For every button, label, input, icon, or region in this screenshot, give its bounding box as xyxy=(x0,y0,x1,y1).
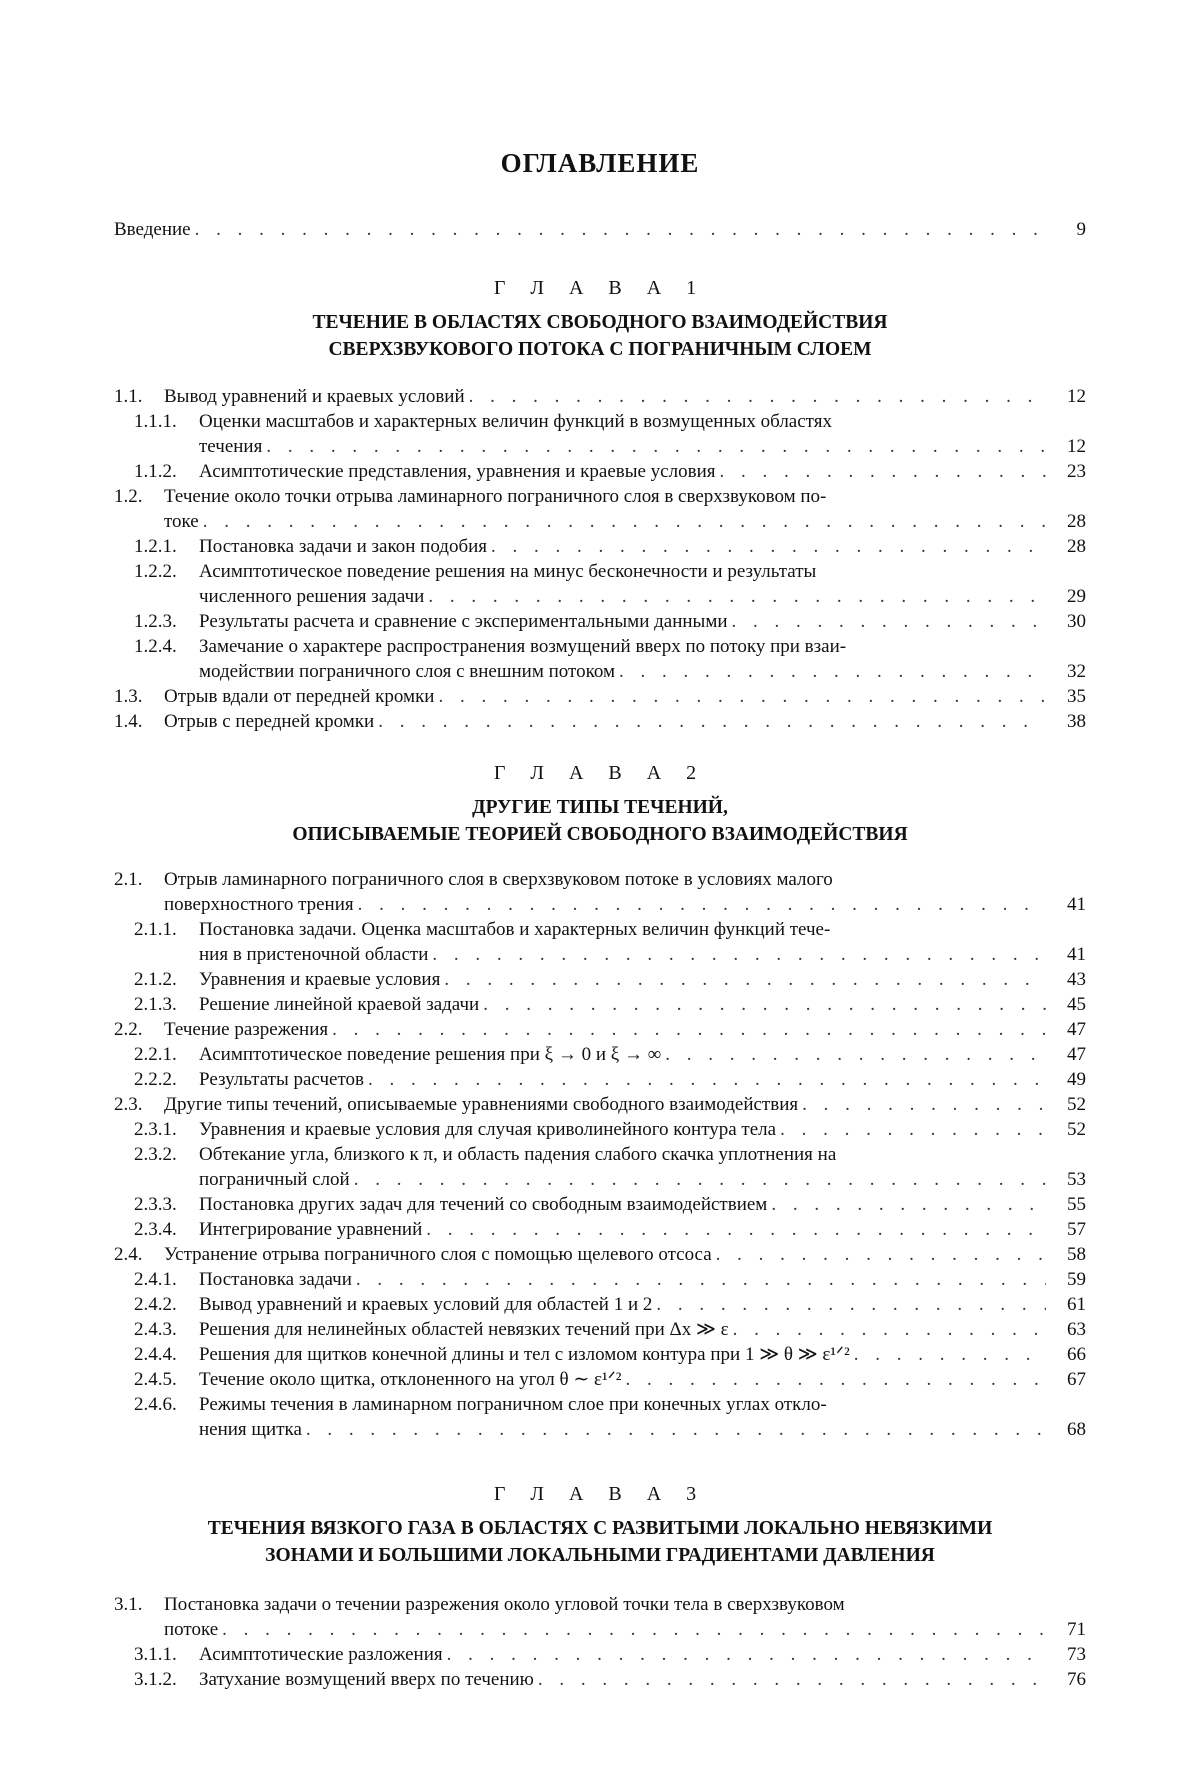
entry-number: 3.1.2. xyxy=(134,1669,177,1690)
entry-number: 2.4.2. xyxy=(134,1294,177,1315)
toc-entry xyxy=(0,1217,1200,1242)
entry-number: 2.4.4. xyxy=(134,1344,177,1365)
entry-title: Режимы течения в ламинарном пограничном слое при конечных углах откло- xyxy=(199,1394,827,1415)
leader-dots xyxy=(356,1267,1046,1292)
toc-entry xyxy=(0,917,1200,967)
entry-title: Результаты расчета и сравнение с экспериментальными данными xyxy=(199,611,728,632)
entry-page: 52 xyxy=(1067,1119,1086,1140)
leader-dots xyxy=(358,892,1046,917)
entry-title: Асимптотическое поведение решения на минус бесконечности и результаты xyxy=(199,561,817,582)
leader-dots xyxy=(266,434,1046,459)
entry-number: 2.4.6. xyxy=(134,1394,177,1415)
entry-title: Постановка задачи о течении разрежения около угловой точки тела в сверхзвуковом xyxy=(164,1594,845,1615)
toc-entry xyxy=(0,1592,1200,1642)
entry-number: 1.3. xyxy=(114,686,143,707)
entry-page: 29 xyxy=(1067,586,1086,607)
toc-entry xyxy=(0,1642,1200,1667)
entry-page: 59 xyxy=(1067,1269,1086,1290)
leader-dots xyxy=(469,384,1046,409)
entry-number: 3.1.1. xyxy=(134,1644,177,1665)
toc-entry xyxy=(0,1367,1200,1392)
toc-entry xyxy=(0,459,1200,484)
leader-dots xyxy=(368,1067,1046,1092)
entry-page: 38 xyxy=(1067,711,1086,732)
entry-title: течения xyxy=(199,436,263,457)
entry-number: 2.1.3. xyxy=(134,994,177,1015)
leader-dots xyxy=(716,1242,1046,1267)
toc-entry xyxy=(0,992,1200,1017)
entry-title: Другие типы течений, описываемые уравнениями свободного взаимодействия xyxy=(164,1094,799,1115)
chapter-title-line: ТЕЧЕНИЕ В ОБЛАСТЯХ СВОБОДНОГО ВЗАИМОДЕЙСТВИЯ xyxy=(312,312,888,333)
entry-title: токе xyxy=(164,511,199,532)
chapter-1-heading xyxy=(0,276,1200,363)
toc-entry xyxy=(0,1192,1200,1217)
leader-dots xyxy=(432,942,1046,967)
entry-title: Течение разрежения xyxy=(164,1019,329,1040)
entry-title: Отрыв ламинарного пограничного слоя в сверхзвуковом потоке в условиях малого xyxy=(164,869,833,890)
toc-entry xyxy=(0,967,1200,992)
entry-title: Асимптотические разложения xyxy=(199,1644,443,1665)
entry-title: Отрыв вдали от передней кромки xyxy=(164,686,435,707)
entry-page: 52 xyxy=(1067,1094,1086,1115)
entry-page: 76 xyxy=(1067,1669,1086,1690)
entry-number: 1.1. xyxy=(114,386,143,407)
toc-entry xyxy=(0,1292,1200,1317)
entry-title: Решение линейной краевой задачи xyxy=(199,994,480,1015)
leader-dots xyxy=(854,1342,1046,1367)
entry-title: Оценки масштабов и характерных величин функций в возмущенных областях xyxy=(199,411,832,432)
chapter-2-entries xyxy=(0,867,1200,1442)
entry-title: Вывод уравнений и краевых условий для областей 1 и 2 xyxy=(199,1294,653,1315)
entry-title: Постановка других задач для течений со свободным взаимодействием xyxy=(199,1194,768,1215)
entry-page: 66 xyxy=(1067,1344,1086,1365)
toc-entry xyxy=(0,534,1200,559)
leader-dots xyxy=(195,217,1046,242)
chapter-label: Г Л А В А 3 xyxy=(493,1483,707,1505)
entry-title: Обтекание угла, близкого к π, и область падения слабого скачка уплотнения на xyxy=(199,1144,837,1165)
entry-page: 58 xyxy=(1067,1244,1086,1265)
toc-entry xyxy=(0,1142,1200,1192)
chapter-title-line: ДРУГИЕ ТИПЫ ТЕЧЕНИЙ, xyxy=(472,797,728,818)
entry-number: 1.1.1. xyxy=(134,411,177,432)
entry-number: 2.3.4. xyxy=(134,1219,177,1240)
entry-number: 1.2.3. xyxy=(134,611,177,632)
leader-dots xyxy=(719,459,1046,484)
entry-page: 68 xyxy=(1067,1419,1086,1440)
entry-number: 2.4.3. xyxy=(134,1319,177,1340)
toc-entry xyxy=(0,1017,1200,1042)
entry-title: нения щитка xyxy=(199,1419,302,1440)
entry-title: Отрыв с передней кромки xyxy=(164,711,375,732)
entry-number: 1.4. xyxy=(114,711,143,732)
entry-page: 71 xyxy=(1067,1619,1086,1640)
toc-entry xyxy=(0,1242,1200,1267)
toc-entry xyxy=(0,1667,1200,1692)
toc-entry xyxy=(0,409,1200,459)
entry-title: модействии пограничного слоя с внешним потоком xyxy=(199,661,615,682)
entry-number: 2.2.1. xyxy=(134,1044,177,1065)
entry-number: 2.1. xyxy=(114,869,143,890)
entry-page: 55 xyxy=(1067,1194,1086,1215)
chapter-title-line: ЗОНАМИ И БОЛЬШИМИ ЛОКАЛЬНЫМИ ГРАДИЕНТАМИ ДАВЛЕНИЯ xyxy=(265,1545,935,1566)
leader-dots xyxy=(625,1367,1046,1392)
toc-entry xyxy=(0,384,1200,409)
entry-title: потоке xyxy=(164,1619,219,1640)
leader-dots xyxy=(733,1317,1046,1342)
chapter-title xyxy=(0,1515,1200,1569)
entry-page: 45 xyxy=(1067,994,1086,1015)
entry-page: 67 xyxy=(1067,1369,1086,1390)
entry-title: ния в пристеночной области xyxy=(199,944,429,965)
leader-dots xyxy=(428,584,1046,609)
leader-dots xyxy=(426,1217,1046,1242)
chapter-label: Г Л А В А 2 xyxy=(493,762,707,784)
entry-title: Течение около точки отрыва ламинарного пограничного слоя в сверхзвуковом по- xyxy=(164,486,827,507)
entry-page: 57 xyxy=(1067,1219,1086,1240)
entry-number: 1.2. xyxy=(114,486,143,507)
entry-number: 1.2.2. xyxy=(134,561,177,582)
entry-title: Решения для щитков конечной длины и тел с изломом контура при 1 ≫ θ ≫ ε¹ᐟ² xyxy=(199,1344,850,1365)
entry-title: Результаты расчетов xyxy=(199,1069,364,1090)
entry-page: 30 xyxy=(1067,611,1086,632)
entry-page: 28 xyxy=(1067,536,1086,557)
entry-page: 41 xyxy=(1067,944,1086,965)
entry-page: 23 xyxy=(1067,461,1086,482)
entry-title: Решения для нелинейных областей невязких течений при Δx ≫ ε xyxy=(199,1319,729,1340)
chapter-3-heading xyxy=(0,1482,1200,1569)
leader-dots xyxy=(447,1642,1046,1667)
entry-title: Асимптотические представления, уравнения и краевые условия xyxy=(199,461,716,482)
leader-dots xyxy=(222,1617,1046,1642)
entry-number: 2.3.2. xyxy=(134,1144,177,1165)
chapter-title xyxy=(0,309,1200,363)
leader-dots xyxy=(538,1667,1046,1692)
entry-title: Вывод уравнений и краевых условий xyxy=(164,386,465,407)
leader-dots xyxy=(378,709,1046,734)
entry-page: 53 xyxy=(1067,1169,1086,1190)
leader-dots xyxy=(483,992,1046,1017)
leader-dots xyxy=(656,1292,1046,1317)
leader-dots xyxy=(665,1042,1046,1067)
chapter-title xyxy=(0,794,1200,848)
entry-number: 2.1.1. xyxy=(134,919,177,940)
leader-dots xyxy=(332,1017,1046,1042)
toc-entry xyxy=(0,609,1200,634)
toc-entry xyxy=(0,559,1200,609)
leader-dots xyxy=(306,1417,1046,1442)
entry-title: Интегрирование уравнений xyxy=(199,1219,423,1240)
leader-dots xyxy=(732,609,1046,634)
entry-title: Постановка задачи и закон подобия xyxy=(199,536,488,557)
entry-title: Затухание возмущений вверх по течению xyxy=(199,1669,534,1690)
leader-dots xyxy=(438,684,1046,709)
toc-entry xyxy=(0,634,1200,684)
entry-title: поверхностного трения xyxy=(164,894,354,915)
leader-dots xyxy=(619,659,1046,684)
entry-title: Устранение отрыва пограничного слоя с помощью щелевого отсоса xyxy=(164,1244,712,1265)
chapter-title-line: ОПИСЫВАЕМЫЕ ТЕОРИЕЙ СВОБОДНОГО ВЗАИМОДЕЙСТВИЯ xyxy=(292,824,908,845)
chapter-label: Г Л А В А 1 xyxy=(493,277,707,299)
toc-entry xyxy=(0,484,1200,534)
entry-page: 49 xyxy=(1067,1069,1086,1090)
chapter-3-entries xyxy=(0,1592,1200,1692)
leader-dots xyxy=(771,1192,1046,1217)
leader-dots xyxy=(491,534,1046,559)
leader-dots xyxy=(780,1117,1046,1142)
toc-entry xyxy=(0,1117,1200,1142)
entry-title: численного решения задачи xyxy=(199,586,425,607)
entry-page: 32 xyxy=(1067,661,1086,682)
chapter-1-entries xyxy=(0,384,1200,734)
entry-number: 2.3.3. xyxy=(134,1194,177,1215)
entry-title: пограничный слой xyxy=(199,1169,350,1190)
intro-entry xyxy=(0,217,1200,242)
entry-page: 47 xyxy=(1067,1044,1086,1065)
chapter-2-heading xyxy=(0,761,1200,848)
leader-dots xyxy=(203,509,1046,534)
entry-number: 3.1. xyxy=(114,1594,143,1615)
entry-number: 2.1.2. xyxy=(134,969,177,990)
page-title: ОГЛАВЛЕНИЕ xyxy=(500,148,700,178)
leader-dots xyxy=(802,1092,1046,1117)
toc-entry xyxy=(0,709,1200,734)
leader-dots xyxy=(444,967,1046,992)
entry-title: Уравнения и краевые условия xyxy=(199,969,441,990)
entry-page: 12 xyxy=(1067,436,1086,457)
entry-title: Асимптотическое поведение решения при ξ → 0 и ξ → ∞ xyxy=(199,1044,662,1065)
toc-entry xyxy=(0,1092,1200,1117)
entry-number: 2.4.1. xyxy=(134,1269,177,1290)
entry-number: 1.2.1. xyxy=(134,536,177,557)
entry-page: 47 xyxy=(1067,1019,1086,1040)
entry-title: Замечание о характере распространения возмущений вверх по потоку при взаи- xyxy=(199,636,847,657)
entry-number: 2.3.1. xyxy=(134,1119,177,1140)
entry-number: 2.2. xyxy=(114,1019,143,1040)
entry-page: 61 xyxy=(1067,1294,1086,1315)
intro-page: 9 xyxy=(1076,219,1086,240)
entry-title: Постановка задачи xyxy=(199,1269,352,1290)
entry-number: 2.4.5. xyxy=(134,1369,177,1390)
toc-entry xyxy=(0,684,1200,709)
toc-entry xyxy=(0,1392,1200,1442)
chapter-title-line: СВЕРХЗВУКОВОГО ПОТОКА С ПОГРАНИЧНЫМ СЛОЕМ xyxy=(328,339,872,360)
entry-page: 28 xyxy=(1067,511,1086,532)
intro-label: Введение xyxy=(114,219,191,240)
entry-title: Уравнения и краевые условия для случая криволинейного контура тела xyxy=(199,1119,777,1140)
entry-page: 41 xyxy=(1067,894,1086,915)
entry-page: 73 xyxy=(1067,1644,1086,1665)
entry-number: 1.1.2. xyxy=(134,461,177,482)
toc-entry xyxy=(0,1342,1200,1367)
toc-entry xyxy=(0,1067,1200,1092)
entry-page: 35 xyxy=(1067,686,1086,707)
leader-dots xyxy=(354,1167,1046,1192)
chapter-title-line: ТЕЧЕНИЯ ВЯЗКОГО ГАЗА В ОБЛАСТЯХ С РАЗВИТЫМИ ЛОКАЛЬНО НЕВЯЗКИМИ xyxy=(207,1518,993,1539)
entry-title: Течение около щитка, отклоненного на угол θ ∼ ε¹ᐟ² xyxy=(199,1369,622,1390)
toc-entry xyxy=(0,867,1200,917)
entry-number: 1.2.4. xyxy=(134,636,177,657)
toc-entry xyxy=(0,1267,1200,1292)
entry-page: 43 xyxy=(1067,969,1086,990)
entry-number: 2.2.2. xyxy=(134,1069,177,1090)
entry-number: 2.4. xyxy=(114,1244,143,1265)
entry-number: 2.3. xyxy=(114,1094,143,1115)
toc-entry xyxy=(0,1042,1200,1067)
toc-entry xyxy=(0,1317,1200,1342)
entry-page: 63 xyxy=(1067,1319,1086,1340)
entry-page: 12 xyxy=(1067,386,1086,407)
entry-title: Постановка задачи. Оценка масштабов и характерных величин функций тече- xyxy=(199,919,831,940)
